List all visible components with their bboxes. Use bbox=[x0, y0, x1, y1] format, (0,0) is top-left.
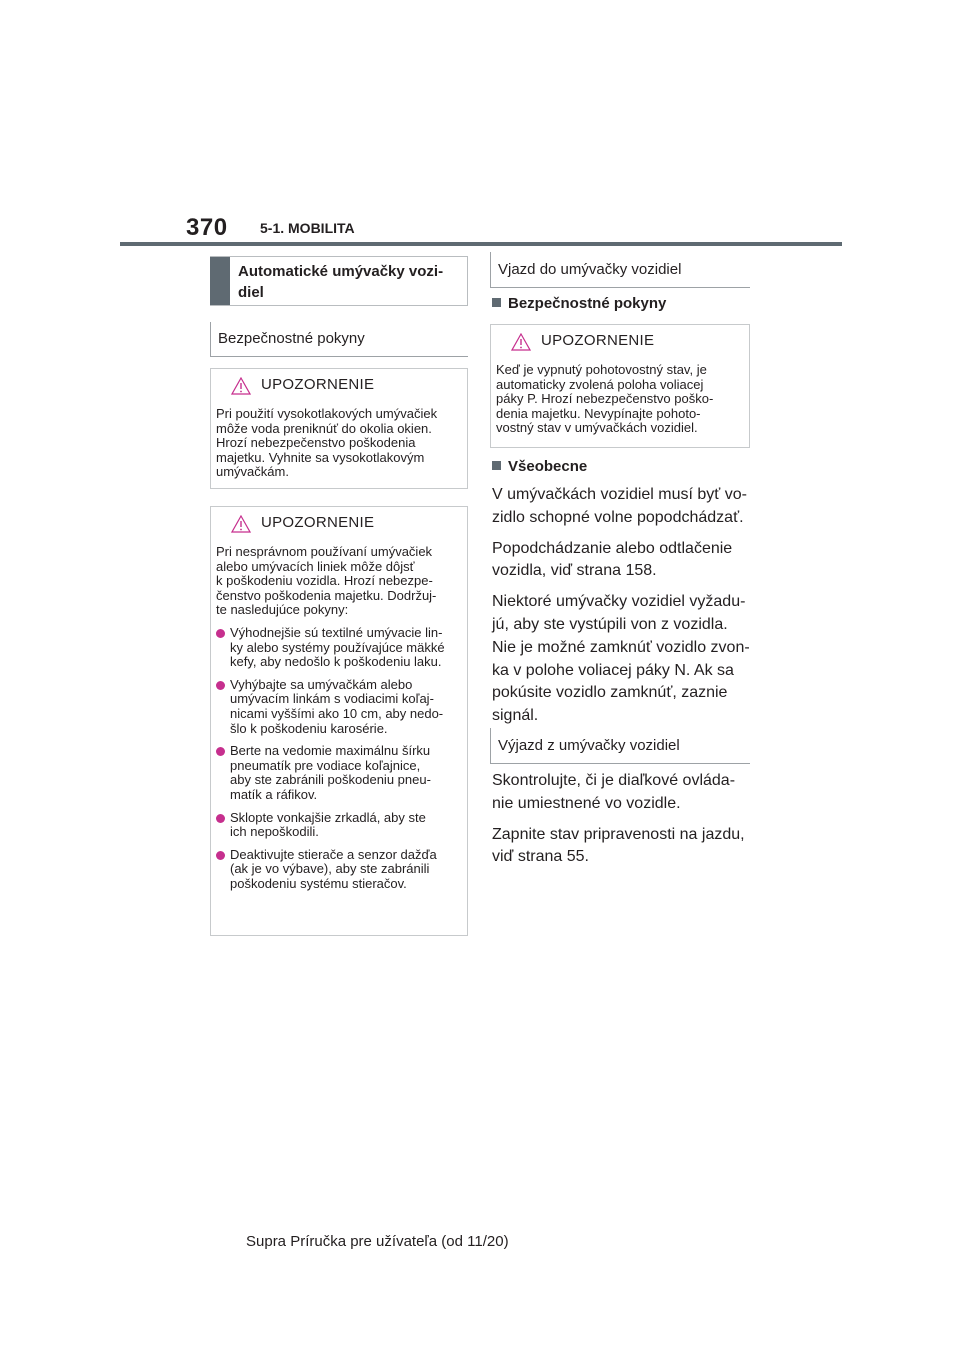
warning-box-2 bbox=[210, 506, 468, 936]
warning-bullet: Berte na vedomie maximálnu šírku pneumatík pre vodiace koľajnice, aby ste zabránili poškodeniu pneu- matík a ráfikov. bbox=[216, 744, 461, 802]
body-paragraph: Skontrolujte, či je diaľkové ovláda- nie umiestnené vo vozidle. bbox=[492, 772, 736, 812]
body-paragraph: Popodchádzanie alebo odtlačenie vozidla, viď strana 158. bbox=[492, 539, 733, 580]
body-paragraph: Zapnite stav pripravenosti na jazdu, viď strana 55. bbox=[492, 825, 745, 866]
section-title: 5-1. MOBILITA bbox=[260, 220, 355, 236]
warning-text: Pri použití vysokotlakových umývačiek môže voda preniknúť do okolia okien. Hrozí nebezpečenstvo poškodenia majetku. Vyhnite sa vysokotlakovým umývačkám. bbox=[216, 406, 438, 480]
warning-bullet: Sklopte vonkajšie zrkadlá, aby ste ich nepoškodili. bbox=[216, 811, 461, 840]
warning-bullet: Vyhýbajte sa umývačkám alebo umývacím linkám s vodiacimi koľaj- nicami vyššími ako 10 cm, aby nedo- šlo k poškodeniu karosérie. bbox=[216, 678, 461, 736]
title-bar-accent bbox=[210, 257, 230, 305]
chapter-title: Automatické umývačky vozi- diel bbox=[238, 263, 444, 301]
bullet-dot-icon bbox=[216, 814, 225, 823]
warning-triangle-icon bbox=[231, 515, 251, 533]
chapter-title-box bbox=[210, 256, 468, 306]
warning-triangle-icon bbox=[231, 377, 251, 395]
warning-bullet: Výhodnejšie sú textilné umývacie lin- ky alebo systémy používajúce mäkké kefy, aby nedošlo k poškodeniu laku. bbox=[216, 626, 461, 670]
warning-header bbox=[211, 369, 467, 407]
warning-title: UPOZORNENIE bbox=[541, 332, 655, 349]
subheading-safety: Bezpečnostné pokyny bbox=[210, 322, 468, 357]
warning-box-1 bbox=[210, 368, 468, 489]
warning-header bbox=[491, 325, 749, 363]
warning-text: Keď je vypnutý pohotovostný stav, je automaticky zvolená poloha voliacej páky P. Hrozí nebezpečenstvo poško- denia majetku. Nevypínajte pohoto- vostný stav v umývačkách vozidiel. bbox=[496, 362, 714, 436]
square-bullet-icon bbox=[492, 461, 501, 470]
header-rule bbox=[120, 242, 842, 246]
general-text bbox=[492, 484, 754, 736]
warning-title: UPOZORNENIE bbox=[261, 514, 375, 531]
warning-title: UPOZORNENIE bbox=[261, 376, 375, 393]
warning-box-3 bbox=[490, 324, 750, 448]
body-paragraph: V umývačkách vozidiel musí byť vo- zidlo schopné volne popodchádzať. bbox=[492, 486, 747, 526]
body-paragraph: Niektoré umývačky vozidiel vyžadu- jú, aby ste vystúpili von z vozidla. Nie je možné zamknúť vozidlo zvon- ka v polohe voliacej páky N. Ak sa pokúsite vozidlo zamknúť, zaznie signál. bbox=[492, 593, 750, 725]
square-heading-safety: Bezpečnostné pokyny bbox=[492, 295, 666, 312]
square-heading-general: Všeobecne bbox=[492, 458, 587, 475]
footer: Supra Príručka pre užívateľa (od 11/20) bbox=[246, 1233, 509, 1250]
square-bullet-icon bbox=[492, 298, 501, 307]
subheading-entry: Vjazd do umývačky vozidiel bbox=[490, 252, 750, 288]
subheading-exit: Výjazd z umývačky vozidiel bbox=[490, 728, 750, 764]
page-number: 370 bbox=[186, 214, 228, 241]
bullet-dot-icon bbox=[216, 629, 225, 638]
exit-text bbox=[492, 770, 754, 877]
bullet-dot-icon bbox=[216, 851, 225, 860]
warning-triangle-icon bbox=[511, 333, 531, 351]
bullet-dot-icon bbox=[216, 747, 225, 756]
warning-intro: Pri nesprávnom používaní umývačiek alebo umývacích liniek môže dôjsť k poškodeniu vozidla. Hrozí nebezpe- čenstvo poškodenia majetku. Dodržuj- te nasledujúce pokyny: bbox=[216, 544, 437, 618]
bullet-dot-icon bbox=[216, 681, 225, 690]
warning-header bbox=[211, 507, 467, 545]
warning-bullet: Deaktivujte stierače a senzor dažďa (ak je vo výbave), aby ste zabránili poškodeniu systému stieračov. bbox=[216, 848, 461, 892]
